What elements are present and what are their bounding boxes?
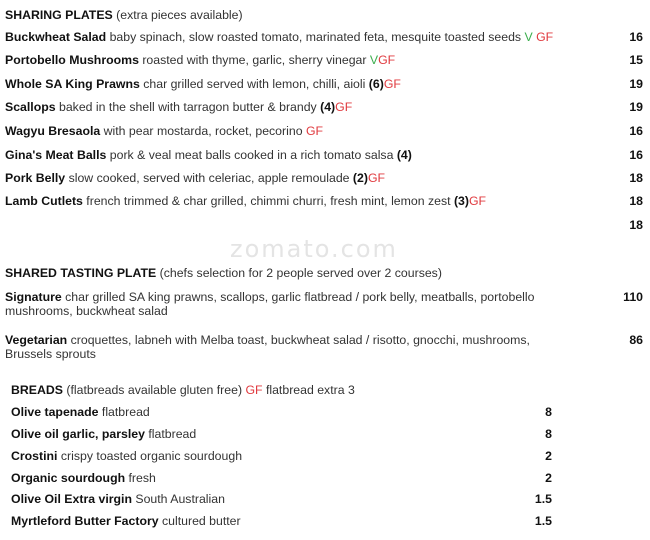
section-note: (chefs selection for 2 people served over 2 courses) xyxy=(159,266,442,280)
item-price: 110 xyxy=(623,290,643,304)
item-name: Scallops xyxy=(5,100,56,114)
menu-item xyxy=(5,194,643,208)
item-price: 1.5 xyxy=(534,514,552,528)
item-price: 16 xyxy=(629,148,643,162)
gluten-free-tag: GF xyxy=(378,53,396,67)
item-description: baked in the shell with tarragon butter & brandy xyxy=(55,100,321,114)
item-description: char grilled served with lemon, chilli, aioli xyxy=(139,77,369,91)
item-name: Buckwheat Salad xyxy=(5,30,107,44)
item-price: 8 xyxy=(545,405,552,419)
item-price: 19 xyxy=(629,77,643,91)
item-description: baby spinach, slow roasted tomato, marinated feta, mesquite toasted seeds xyxy=(106,30,525,44)
sharing-plates-heading xyxy=(5,8,243,22)
menu-item-text xyxy=(5,171,643,185)
gluten-free-tag: GF xyxy=(335,100,353,114)
item-price: 18 xyxy=(629,171,643,185)
item-price: 2 xyxy=(545,449,552,463)
item-count: (4) xyxy=(320,100,336,114)
section-title: SHARED TASTING PLATE xyxy=(5,266,157,280)
menu-item xyxy=(5,77,643,91)
item-description: croquettes, labneh with Melba toast, buckwheat salad / risotto, gnocchi, mushrooms, Brussels sprouts xyxy=(5,333,530,361)
menu-item xyxy=(11,471,643,485)
item-description: fresh xyxy=(125,471,156,485)
gluten-free-tag: GF xyxy=(532,30,554,44)
menu-item xyxy=(11,427,643,441)
menu-item xyxy=(11,514,643,528)
item-description: french trimmed & char grilled, chimmi churri, fresh mint, lemon zest xyxy=(82,194,454,208)
vegetarian-tag: V xyxy=(524,30,533,44)
item-price: 15 xyxy=(629,53,643,67)
menu-item-text xyxy=(5,30,643,44)
item-count: (2) xyxy=(352,171,368,185)
item-price: 19 xyxy=(629,100,643,114)
menu-item-text xyxy=(5,333,643,361)
item-name: Wagyu Bresaola xyxy=(5,124,101,138)
menu-item xyxy=(5,171,643,185)
item-description: roasted with thyme, garlic, sherry vinegar xyxy=(138,53,370,67)
menu-item xyxy=(11,492,643,506)
section-note: (extra pieces available) xyxy=(116,8,243,22)
item-name: Portobello Mushrooms xyxy=(5,53,139,67)
item-name: Crostini xyxy=(11,449,58,463)
item-description: South Australian xyxy=(131,492,225,506)
item-name: Gina's Meat Balls xyxy=(5,148,107,162)
gluten-free-tag: GF xyxy=(367,171,386,185)
section-title: SHARING PLATES xyxy=(5,8,113,22)
menu-item xyxy=(5,30,643,44)
item-price: 86 xyxy=(629,333,643,347)
section-title: BREADS xyxy=(11,383,63,397)
menu-item-text xyxy=(5,77,643,91)
item-name: Olive Oil Extra virgin xyxy=(11,492,132,506)
menu-item xyxy=(5,53,643,67)
menu-item xyxy=(11,405,643,419)
item-name: Signature xyxy=(5,290,62,304)
item-count: (4) xyxy=(396,148,412,162)
item-name: Vegetarian xyxy=(5,333,68,347)
tasting-plate-heading xyxy=(5,266,442,280)
breads-heading xyxy=(11,383,355,397)
item-name: Myrtleford Butter Factory xyxy=(11,514,159,528)
item-price: 1.5 xyxy=(534,492,552,506)
item-description: with pear mostarda, rocket, pecorino xyxy=(100,124,306,138)
item-price: 8 xyxy=(545,427,552,441)
gf-tag: GF xyxy=(245,383,263,397)
item-description: cultured butter xyxy=(158,514,241,528)
section-note: flatbread extra 3 xyxy=(262,383,355,397)
vegetarian-tag: V xyxy=(369,53,379,67)
item-name: Organic sourdough xyxy=(11,471,126,485)
menu-item xyxy=(5,333,643,361)
gluten-free-tag: GF xyxy=(383,77,401,91)
menu-item-text xyxy=(5,53,643,67)
menu-item-text xyxy=(5,100,643,114)
item-name: Whole SA King Prawns xyxy=(5,77,140,91)
item-description: char grilled SA king prawns, scallops, garlic flatbread / pork belly, meatballs, portobello mushrooms, buckwheat salad xyxy=(5,290,535,318)
menu-item-text xyxy=(5,194,643,208)
item-description: crispy toasted organic sourdough xyxy=(57,449,243,463)
menu-item-text xyxy=(5,148,643,162)
menu-item-text xyxy=(5,290,643,318)
menu-item xyxy=(11,449,643,463)
menu-item xyxy=(5,100,643,114)
menu-item-text xyxy=(5,124,643,138)
item-name: Lamb Cutlets xyxy=(5,194,83,208)
item-description: flatbread xyxy=(98,405,150,419)
item-price: 18 xyxy=(629,194,643,208)
item-count: (3) xyxy=(453,194,469,208)
item-name: Olive oil garlic, parsley xyxy=(11,427,145,441)
gluten-free-tag: GF xyxy=(468,194,487,208)
zomato-watermark: zomato.com xyxy=(230,235,398,263)
menu-item xyxy=(5,290,643,318)
item-description: flatbread xyxy=(144,427,197,441)
item-name: Olive tapenade xyxy=(11,405,99,419)
item-description: pork & veal meat balls cooked in a rich tomato salsa xyxy=(106,148,397,162)
item-price: 16 xyxy=(629,30,643,44)
item-description: slow cooked, served with celeriac, apple remoulade xyxy=(65,171,353,185)
section-note: (flatbreads available gluten free) xyxy=(66,383,246,397)
item-price: 16 xyxy=(629,124,643,138)
menu-item xyxy=(5,124,643,138)
item-price: 18 xyxy=(629,218,643,232)
item-count: (6) xyxy=(368,77,384,91)
menu-item xyxy=(5,148,643,162)
gluten-free-tag: GF xyxy=(305,124,324,138)
item-name: Pork Belly xyxy=(5,171,66,185)
item-price: 2 xyxy=(545,471,552,485)
